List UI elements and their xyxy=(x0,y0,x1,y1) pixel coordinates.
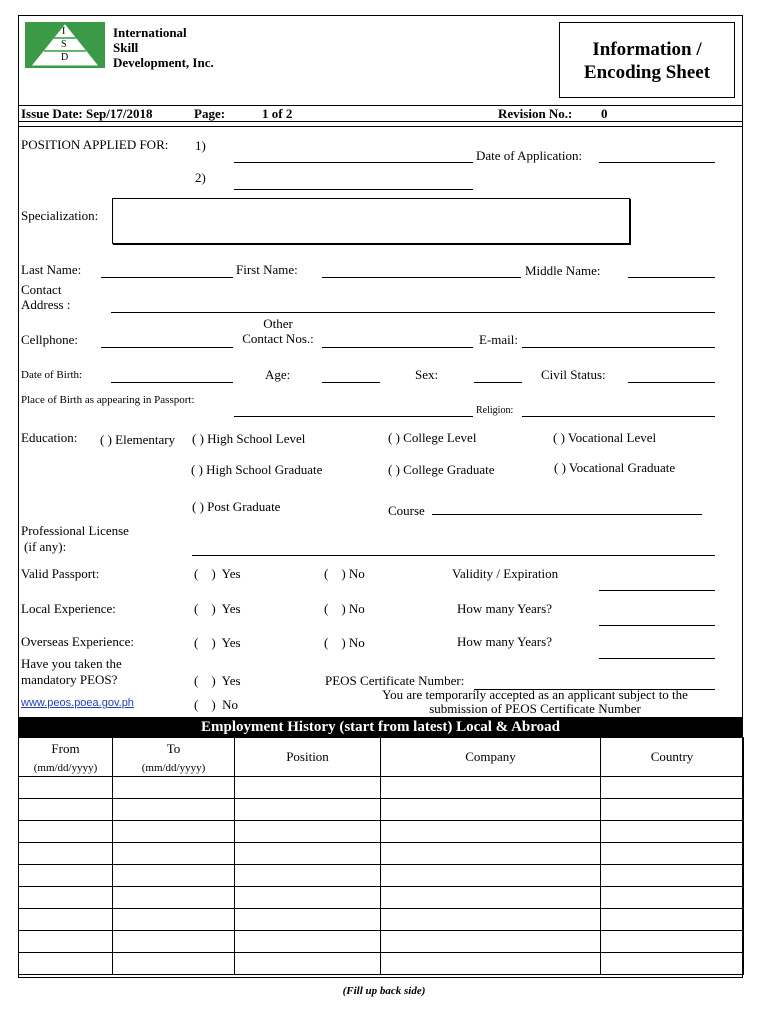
cell-to[interactable] xyxy=(113,777,235,799)
position-2-number: 2) xyxy=(195,170,206,185)
local-years-label: How many Years? xyxy=(457,601,552,616)
overseas-years-field[interactable] xyxy=(599,658,715,659)
table-row xyxy=(19,887,744,909)
age-field[interactable] xyxy=(322,382,380,383)
cell-to[interactable] xyxy=(113,909,235,931)
title-line-1: Information / xyxy=(592,39,702,60)
passport-label: Valid Passport: xyxy=(21,566,100,581)
cell-from[interactable] xyxy=(19,799,113,821)
cell-company[interactable] xyxy=(381,799,601,821)
education-label: Education: xyxy=(21,430,78,445)
cell-from[interactable] xyxy=(19,865,113,887)
cell-country[interactable] xyxy=(601,777,744,799)
license-field[interactable] xyxy=(192,555,715,556)
edu-college-level-option[interactable]: ( ) College Level xyxy=(388,430,477,445)
civil-status-field[interactable] xyxy=(628,382,715,383)
cell-country[interactable] xyxy=(601,931,744,953)
edu-voc-grad-option[interactable]: ( ) Vocational Graduate xyxy=(554,460,676,475)
table-row xyxy=(19,777,744,799)
last-name-label: Last Name: xyxy=(21,262,82,277)
dob-label: Date of Birth: xyxy=(21,369,83,381)
cell-company[interactable] xyxy=(381,821,601,843)
revision-value: 0 xyxy=(601,106,608,121)
last-name-field[interactable] xyxy=(101,277,233,278)
email-field[interactable] xyxy=(522,347,715,348)
company-line-3: Development, Inc. xyxy=(113,55,214,70)
religion-label: Religion: xyxy=(476,405,514,416)
civil-status-label: Civil Status: xyxy=(541,367,606,382)
cell-to[interactable] xyxy=(113,865,235,887)
other-contact-field[interactable] xyxy=(322,347,473,348)
peos-note-line-1: You are temporarily accepted as an applicant subject to the xyxy=(382,687,688,702)
col-from-format: (mm/dd/yyyy) xyxy=(33,761,98,774)
place-of-birth-label: Place of Birth as appearing in Passport: xyxy=(21,394,195,406)
edu-elementary-option[interactable]: ( ) Elementary xyxy=(100,432,176,447)
cell-position[interactable] xyxy=(235,865,381,887)
edu-post-grad-option[interactable]: ( ) Post Graduate xyxy=(192,499,281,514)
col-to-format: (mm/dd/yyyy) xyxy=(141,761,206,774)
title-line-2: Encoding Sheet xyxy=(583,62,711,83)
table-row xyxy=(19,953,744,975)
col-to-label: To xyxy=(166,740,181,756)
cell-from[interactable] xyxy=(19,821,113,843)
overseas-no-option[interactable]: ( ) No xyxy=(324,635,365,650)
license-line-2: (if any): xyxy=(24,539,67,554)
sex-field[interactable] xyxy=(474,382,522,383)
edu-voc-level-option[interactable]: ( ) Vocational Level xyxy=(553,430,657,445)
peos-line-2: mandatory PEOS? xyxy=(21,672,118,687)
company-line-2: Skill xyxy=(113,40,139,55)
cell-position[interactable] xyxy=(235,777,381,799)
header-rule-bottom xyxy=(18,126,743,127)
date-application-label: Date of Application: xyxy=(476,148,583,163)
cell-company[interactable] xyxy=(381,777,601,799)
cell-from[interactable] xyxy=(19,953,113,975)
table-row xyxy=(19,909,744,931)
overseas-years-label: How many Years? xyxy=(457,634,552,649)
cell-from[interactable] xyxy=(19,909,113,931)
page-label: Page: xyxy=(194,106,226,121)
col-from-label: From xyxy=(51,740,80,756)
first-name-label: First Name: xyxy=(236,262,298,277)
document-title xyxy=(559,22,735,98)
position-label: POSITION APPLIED FOR: xyxy=(21,137,169,152)
col-from xyxy=(19,738,113,777)
cell-to[interactable] xyxy=(113,953,235,975)
passport-no-option[interactable]: ( ) No xyxy=(324,566,365,581)
dob-field[interactable] xyxy=(111,382,233,383)
other-contact-label xyxy=(236,316,320,346)
date-application-field[interactable] xyxy=(599,162,715,163)
overseas-experience-label: Overseas Experience: xyxy=(21,634,134,649)
place-of-birth-field[interactable] xyxy=(234,416,473,417)
issue-date: Issue Date: Sep/17/2018 xyxy=(21,106,153,121)
page-value: 1 of 2 xyxy=(262,106,293,121)
cell-company[interactable] xyxy=(381,931,601,953)
logo-letter-i: I xyxy=(62,26,66,37)
cell-country[interactable] xyxy=(601,799,744,821)
edu-college-grad-option[interactable]: ( ) College Graduate xyxy=(388,462,495,477)
table-row xyxy=(19,799,744,821)
cell-company[interactable] xyxy=(381,865,601,887)
middle-name-field[interactable] xyxy=(628,277,715,278)
cell-country[interactable] xyxy=(601,843,744,865)
cell-company[interactable] xyxy=(381,887,601,909)
cell-company[interactable] xyxy=(381,953,601,975)
passport-yes-option[interactable]: ( ) Yes xyxy=(194,566,241,581)
cell-company[interactable] xyxy=(381,909,601,931)
company-name xyxy=(113,25,214,70)
cell-country[interactable] xyxy=(601,909,744,931)
edu-hs-grad-option[interactable]: ( ) High School Graduate xyxy=(191,462,323,477)
cell-position[interactable] xyxy=(235,799,381,821)
cell-position[interactable] xyxy=(235,909,381,931)
cell-from[interactable] xyxy=(19,843,113,865)
cellphone-field[interactable] xyxy=(101,347,233,348)
table-row xyxy=(19,931,744,953)
course-field[interactable] xyxy=(432,514,702,515)
position-1-number: 1) xyxy=(195,138,206,153)
logo-letter-d: D xyxy=(61,52,69,63)
col-company: Company xyxy=(381,738,601,777)
course-label: Course xyxy=(388,503,425,518)
specialization-field[interactable] xyxy=(112,198,630,244)
validity-label: Validity / Expiration xyxy=(452,566,559,581)
table-row xyxy=(19,821,744,843)
cell-from[interactable] xyxy=(19,931,113,953)
company-line-1: International xyxy=(113,25,187,40)
cell-to[interactable] xyxy=(113,843,235,865)
peos-no-option[interactable]: ( ) No xyxy=(194,697,239,712)
age-label: Age: xyxy=(265,367,291,382)
revision-label: Revision No.: xyxy=(498,106,573,121)
license-line-1: Professional License xyxy=(21,523,129,538)
contact-address-label xyxy=(21,282,70,312)
cell-position[interactable] xyxy=(235,887,381,909)
peos-question xyxy=(21,656,122,688)
edu-hs-level-option[interactable]: ( ) High School Level xyxy=(192,431,306,446)
first-name-field[interactable] xyxy=(322,277,521,278)
peos-yes-option[interactable]: ( ) Yes xyxy=(194,673,241,688)
cell-from[interactable] xyxy=(19,887,113,909)
other-contact-line-1: Other xyxy=(263,316,293,331)
fill-up-back-note: (Fill up back side) xyxy=(342,985,426,997)
cell-country[interactable] xyxy=(601,953,744,975)
peos-line-1: Have you taken the xyxy=(21,656,122,671)
contact-address-field[interactable] xyxy=(111,312,715,313)
religion-field[interactable] xyxy=(522,416,715,417)
cell-to[interactable] xyxy=(113,887,235,909)
employment-history-table xyxy=(18,737,744,975)
employment-history-title: Employment History (start from latest) Local & Abroad xyxy=(19,717,742,737)
peos-cert-label: PEOS Certificate Number: xyxy=(325,673,465,688)
local-no-option[interactable]: ( ) No xyxy=(324,601,365,616)
position-2-field[interactable] xyxy=(234,189,473,190)
peos-note xyxy=(340,688,730,716)
middle-name-label: Middle Name: xyxy=(525,263,601,278)
col-position: Position xyxy=(235,738,381,777)
logo-letter-s: S xyxy=(61,39,67,50)
table-header-row xyxy=(19,738,744,777)
cell-to[interactable] xyxy=(113,931,235,953)
local-yes-option[interactable]: ( ) Yes xyxy=(194,601,241,616)
table-row xyxy=(19,865,744,887)
cellphone-label: Cellphone: xyxy=(21,332,79,347)
cell-company[interactable] xyxy=(381,843,601,865)
specialization-label: Specialization: xyxy=(21,208,99,223)
peos-note-line-2: submission of PEOS Certificate Number xyxy=(429,701,641,716)
cell-position[interactable] xyxy=(235,953,381,975)
validity-field[interactable] xyxy=(599,590,715,591)
table-row xyxy=(19,843,744,865)
email-label: E-mail: xyxy=(479,332,518,347)
cell-country[interactable] xyxy=(601,887,744,909)
other-contact-line-2: Contact Nos.: xyxy=(242,331,314,346)
cell-position[interactable] xyxy=(235,843,381,865)
cell-country[interactable] xyxy=(601,821,744,843)
cell-to[interactable] xyxy=(113,799,235,821)
contact-address-line-1: Contact xyxy=(21,282,62,297)
isd-logo xyxy=(25,22,105,68)
position-1-field[interactable] xyxy=(234,162,473,163)
col-to xyxy=(113,738,235,777)
contact-address-line-2: Address : xyxy=(21,297,71,312)
sex-label: Sex: xyxy=(415,367,439,382)
col-country: Country xyxy=(601,738,744,777)
license-label xyxy=(21,523,129,555)
cell-from[interactable] xyxy=(19,777,113,799)
local-experience-label: Local Experience: xyxy=(21,601,116,616)
peos-website-link[interactable]: www.peos.poea.gov.ph xyxy=(21,697,134,709)
cell-position[interactable] xyxy=(235,931,381,953)
cell-to[interactable] xyxy=(113,821,235,843)
local-years-field[interactable] xyxy=(599,625,715,626)
overseas-yes-option[interactable]: ( ) Yes xyxy=(194,635,241,650)
cell-position[interactable] xyxy=(235,821,381,843)
cell-country[interactable] xyxy=(601,865,744,887)
